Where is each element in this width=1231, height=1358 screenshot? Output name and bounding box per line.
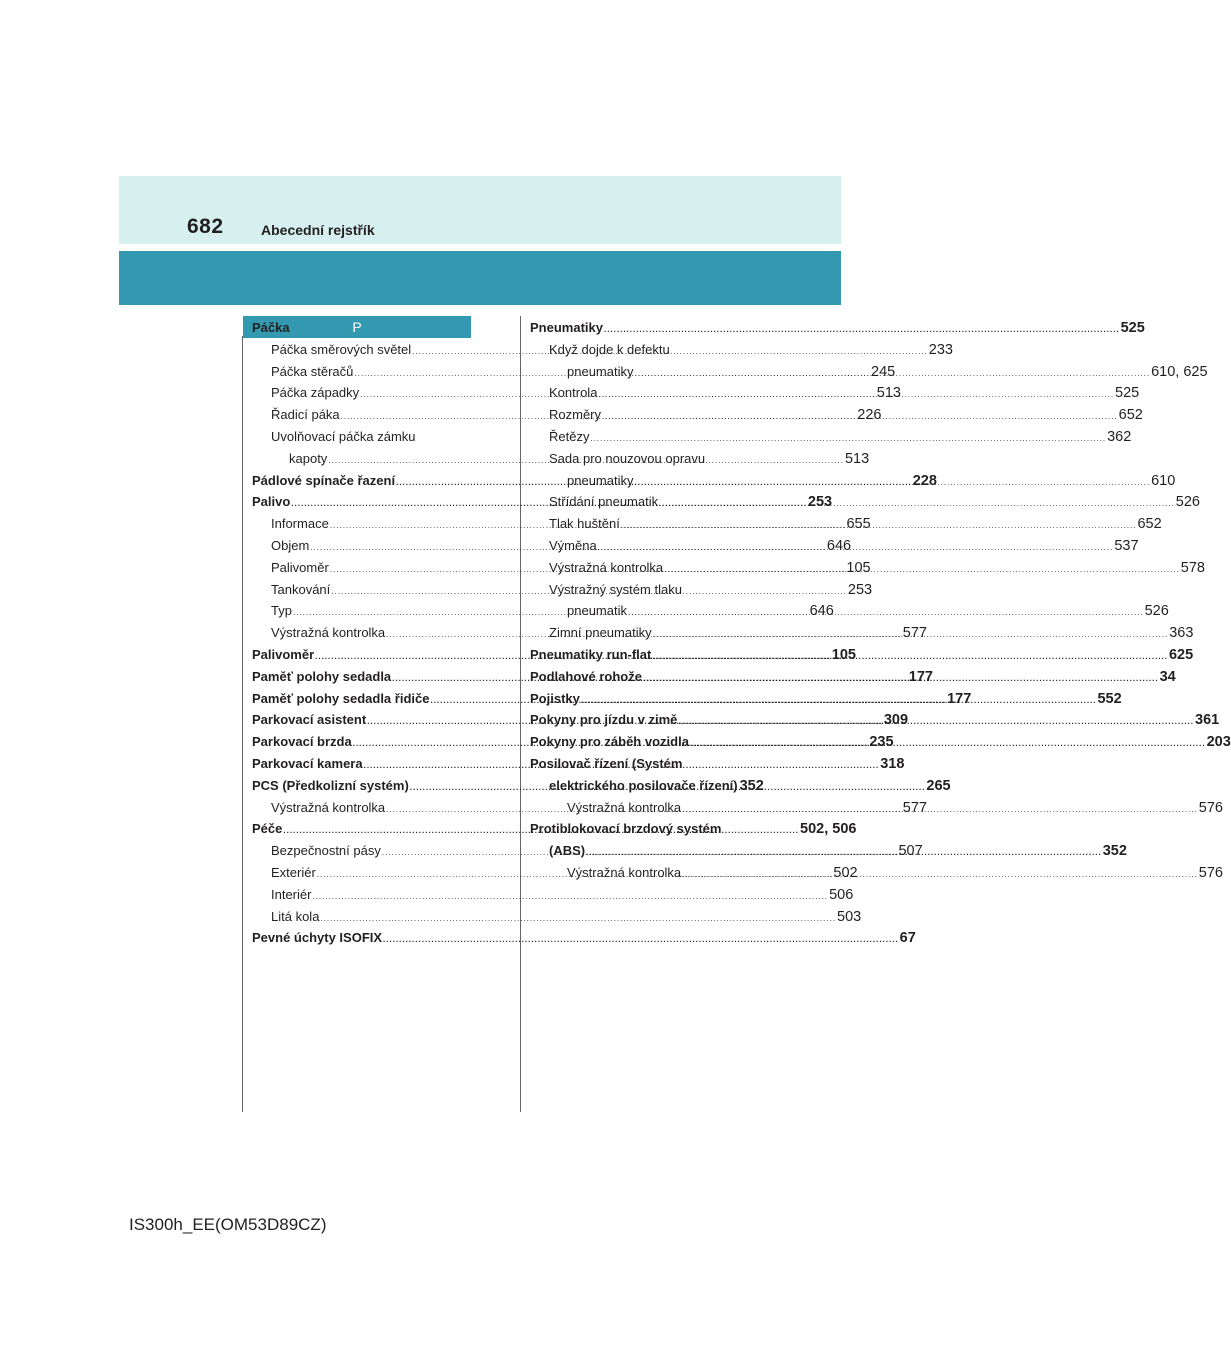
index-entry-page[interactable]: 265 [926,777,951,794]
index-entry [252,799,927,822]
dot-leader [590,434,1106,443]
middle-column-rule [520,316,521,1112]
index-entry-label: Paměť polohy sedadla řidiče [252,690,430,706]
index-entry-label: Výstražná kontrolka [271,625,386,641]
index-entry-page[interactable]: 105 [831,646,856,663]
index-entry-page[interactable]: 610 [1151,472,1176,489]
index-entry [530,451,749,473]
index-entry-label: Exteriér [271,864,316,880]
index-entry-label: Pevné úchyty ISOFIX [252,930,383,946]
index-entry-label: pneumatiky [567,363,634,379]
index-entry-label: Výstražný systém tlaku [549,581,682,597]
index-entry-label: Výstražná kontrolka [271,799,386,815]
index-entry-page[interactable]: 537 [1114,537,1139,554]
index-entry [530,320,1145,342]
index-entry-label: Posilovač řízení (Systém [530,755,683,771]
dot-leader [634,478,1150,487]
index-entry-page[interactable]: 352 [1102,843,1127,860]
index-entry-label: kapoty [289,450,328,466]
index-entry [252,320,471,342]
index-entry [252,908,862,931]
index-entry-page[interactable]: 525 [1120,320,1145,336]
index-entry-label: Když dojde k defektu [549,341,670,357]
index-entry-label: elektrického posilovače řízení) [549,777,738,793]
index-entry [252,886,854,909]
index-entry-page[interactable]: 502 [833,864,858,881]
index-letter-bar: P [243,316,471,338]
index-entry-label: Výměna [549,537,597,553]
index-entry-page[interactable]: 502, 506 [800,821,857,838]
index-entry-page[interactable]: 513 [844,450,870,467]
index-entry-label: Páčka [252,320,290,335]
index-entry-page[interactable]: 646 [826,537,852,554]
index-entry-label: Páčka směrových světel [271,341,412,357]
index-entry-label: Výstražná kontrolka [567,864,682,880]
index-entry-label: Řadicí páka [271,407,340,423]
dot-leader [621,521,1137,530]
header-accent-band [119,251,841,305]
index-entry-page[interactable]: 506 [829,886,854,903]
index-entry-label: Sada pro nouzovou opravu [549,450,706,466]
index-entry-label: Objem [271,537,310,553]
index-entry-page[interactable]: 513 [876,385,901,402]
index-entry-label: Tankování [271,581,331,597]
index-entry-label: Palivo [252,494,291,510]
index-entry-page[interactable]: 253 [807,494,833,511]
dot-leader [653,630,1169,639]
index-entry-page[interactable]: 245 [871,363,896,380]
index-entry-label: Podlahové rohože [530,668,642,684]
dot-leader [598,390,1114,399]
left-column-rule [242,336,243,1112]
index-entry-page[interactable]: 552 [1097,690,1122,707]
dot-leader [682,870,1198,879]
header-band [119,176,841,244]
index-entry-page[interactable]: 352 [739,777,764,794]
index-entry-label: Pneumatiky run-flat [530,646,652,662]
index-entry-page[interactable]: 526 [1144,603,1169,620]
index-entry-label: Paměť polohy sedadla [252,668,392,684]
index-entry-label: Pneumatiky [530,320,603,335]
index-entry-page[interactable]: 577 [902,625,927,642]
index-entry-page[interactable]: 625 [1168,646,1194,663]
dot-leader [581,696,1097,705]
index-entry-page[interactable]: 576 [1198,864,1223,881]
index-entry-label: Řetězy [549,428,590,444]
index-entry-label: Informace [271,516,329,532]
index-entry-label: Parkovací kamera [252,755,363,771]
index-entry-label: Tlak huštění [549,516,620,532]
index-entry-label: Palivoměr [252,646,315,662]
index-entry [530,756,749,778]
dot-leader [690,739,1206,748]
index-entry-page[interactable]: 576 [1198,799,1223,816]
index-entry-label: Páčka západky [271,385,360,401]
index-entry-label: Pádlové spínače řazení [252,472,396,488]
index-entry-page[interactable]: 226 [857,407,882,424]
index-entry-page[interactable]: 318 [880,755,905,772]
index-entry-label: Uvolňovací páčka zámku [271,428,416,444]
index-entry-page[interactable]: 655 [846,516,871,533]
index-entry-page[interactable]: 503 [837,908,862,925]
dot-leader [320,914,836,923]
dot-leader [652,652,1168,661]
index-entry-label: Typ [271,603,292,619]
index-entry-label: Interiér [271,886,312,902]
dot-leader [602,412,1118,421]
index-entry-page[interactable]: 652 [1137,516,1162,533]
index-entry-page[interactable]: 67 [899,930,916,947]
index-entry-page[interactable]: 507 [898,843,923,860]
index-entry-label: Páčka stěračů [271,363,354,379]
dot-leader [598,543,1114,552]
dot-leader [604,325,1120,334]
index-entry-label: Protiblokovací brzdový systém [530,821,722,837]
index-entry-label: pneumatiky [567,472,634,488]
index-entry-page[interactable]: 525 [1115,385,1140,402]
index-entry [530,821,749,843]
index-entry-label: Výstražná kontrolka [549,559,664,575]
document-code: IS300h_EE(OM53D89CZ) [129,1215,327,1234]
index-entry [252,930,916,952]
index-entry [530,342,749,364]
index-entry-page[interactable]: 253 [847,581,873,598]
index-entry-page[interactable]: 105 [846,559,871,576]
dot-leader [659,499,1175,508]
index-entry-label: pneumatik [567,603,627,619]
index-entry-page[interactable]: 577 [902,799,927,816]
index-entry-label: Pokyny pro záběh vozidla [530,734,689,750]
index-entry [252,429,471,451]
index-entry-label: Litá kola [271,908,320,924]
index-entry-page[interactable]: 363 [1169,625,1194,642]
dot-leader [312,892,828,901]
dot-leader [634,369,1150,378]
index-entry-label: Střídání pneumatik [549,494,659,510]
index-entry-page[interactable]: 309 [883,712,909,729]
index-entry-label: Parkovací asistent [252,712,367,728]
index-entry-page[interactable]: 228 [912,472,937,489]
dot-leader [682,805,1198,814]
index-entry-label: Výstražná kontrolka [567,799,682,815]
index-entry [530,428,1132,451]
index-entry-label: (ABS) [549,843,586,859]
index-entry-page[interactable]: 203 [1206,734,1231,751]
index-entry-page[interactable]: 578 [1180,559,1205,576]
index-entry-page[interactable]: 361 [1195,712,1220,729]
dot-leader [678,717,1194,726]
index-entry-label: Zimní pneumatiky [549,625,652,641]
index-entry-page[interactable]: 233 [928,341,953,358]
index-entry-page[interactable]: 526 [1175,494,1200,511]
index-entry [530,777,764,800]
dot-leader [664,565,1180,574]
index-entry-label: Rozměry [549,407,602,423]
index-entry-label: Pojistky [530,690,580,706]
dot-leader [586,848,1102,857]
index-entry-page[interactable]: 235 [869,734,894,751]
index-entry-page[interactable]: 34 [1159,668,1176,685]
index-entry-page[interactable]: 646 [809,603,834,620]
dot-leader [383,935,899,944]
index-entry-label: Pokyny pro jízdu v zimě [530,712,678,728]
index-entry-page[interactable]: 177 [947,690,972,707]
index-entry-label: Bezpečnostní pásy [271,843,381,859]
page-number: 682 [187,215,224,238]
dot-leader [628,608,1144,617]
index-entry-page[interactable]: 610, 625 [1151,363,1208,380]
index-entry-page[interactable]: 362 [1107,428,1132,445]
index-entry-label: PCS (Předkolizní systém) [252,777,409,793]
dot-leader [643,674,1159,683]
index-entry-page[interactable]: 652 [1118,407,1143,424]
index-entry-label: Kontrola [549,385,598,401]
index-entry-page[interactable]: 177 [908,668,933,685]
section-title: Abecední rejstřík [261,222,375,238]
index-entry-label: Palivoměr [271,559,329,575]
index-entry [530,582,749,604]
index-entry-label: Péče [252,821,283,837]
index-entry-label: Parkovací brzda [252,734,352,750]
